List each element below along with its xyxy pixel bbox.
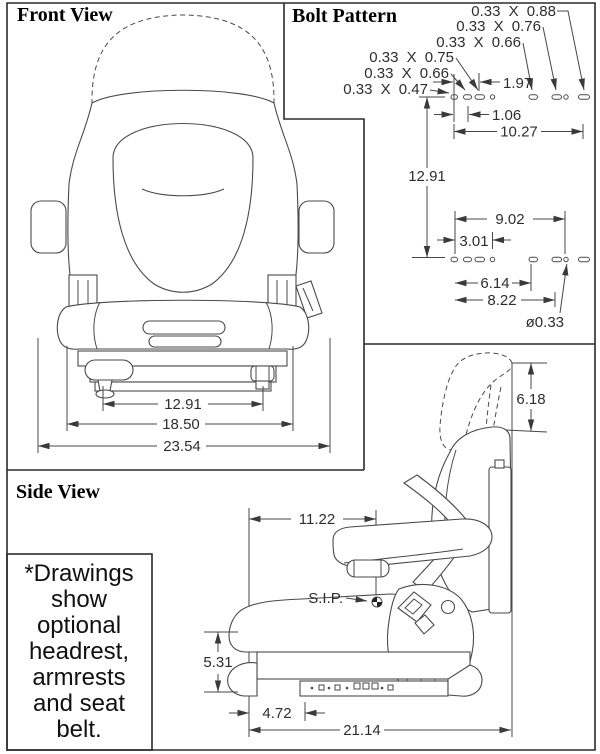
bolt-holes-bottom-row [451, 257, 590, 261]
side-view-seat-drawing [228, 353, 512, 737]
bolt-slot [475, 95, 485, 99]
dim-pitch-a: 1.97 [503, 75, 533, 92]
bolt-slot [529, 95, 538, 99]
bolt-hole [564, 95, 568, 99]
front-view-seat-drawing [31, 15, 334, 398]
note-line: optional [36, 612, 122, 639]
bolt-slot [579, 95, 590, 99]
front-view-section [17, 4, 334, 455]
note-box [24, 560, 133, 743]
knob-pad [96, 390, 114, 398]
bolt-hole [490, 257, 494, 261]
dim-bottom-width-a: 9.02 [495, 211, 525, 228]
armrest-post-cap [495, 460, 504, 468]
leader-line [560, 264, 567, 313]
dim-bottom-width-c: 8.22 [487, 292, 517, 309]
bolt-hole [490, 95, 494, 99]
note-line: headrest, [28, 638, 130, 665]
dim-base-width: 18.50 [162, 416, 200, 433]
bolt-slot [552, 257, 562, 261]
armrest-roller [347, 560, 389, 577]
roller [251, 366, 274, 381]
base-plate [95, 382, 271, 391]
dim-base-height: 5.31 [203, 654, 233, 671]
bolt-slot [475, 257, 485, 261]
bolt-slot [552, 95, 562, 99]
cushion-panel-upper [143, 321, 225, 334]
slot-label: 0.33 X 0.75 [369, 49, 454, 66]
bolt-slot [464, 257, 472, 261]
side-view-title: Side View [16, 481, 100, 503]
hole-diameter-label: ø0.33 [525, 314, 564, 331]
slot-label: 0.33 X 0.76 [456, 18, 541, 35]
dim-overall-width: 23.54 [163, 438, 201, 455]
leader-line [543, 27, 556, 90]
sip-target-symbol [372, 597, 382, 607]
rail-dot [381, 687, 384, 690]
slot-label: 0.33 X 0.66 [436, 34, 521, 51]
bolt-slot [451, 257, 458, 261]
armrest-right [299, 201, 334, 253]
note-line: armrests [32, 664, 126, 691]
dim-bottom-width-b: 6.14 [480, 275, 510, 292]
shield-pivot-hole [442, 601, 455, 614]
cushion-panel-lower [149, 336, 221, 347]
leader-line [557, 11, 584, 90]
dim-front-offset: 4.72 [262, 705, 292, 722]
bolt-pattern-section [292, 3, 590, 331]
dim-headrest-height: 6.18 [516, 391, 546, 408]
bolt-slot [529, 257, 538, 261]
bolt-slot [579, 257, 590, 261]
front-view-title: Front View [17, 4, 113, 26]
knob-foot [98, 380, 112, 391]
armrest-left [31, 201, 66, 253]
base-pan [257, 652, 470, 679]
note-line: belt. [56, 716, 102, 743]
slot-label: 0.33 X 0.88 [471, 3, 556, 20]
rail-dot [311, 687, 314, 690]
slot-label: 0.33 X 0.66 [364, 65, 449, 82]
armrest-post [489, 467, 511, 613]
height-knob [85, 360, 133, 380]
dim-overall-length: 21.14 [343, 722, 381, 739]
sip-label: S.I.P. [308, 590, 343, 607]
bolt-pattern-dimensions [408, 73, 583, 331]
dim-bottom-pitch: 3.01 [459, 233, 489, 250]
rail-dot [328, 687, 331, 690]
bolt-slot [464, 95, 472, 99]
dim-knob-spacing: 12.91 [164, 396, 202, 413]
dim-cushion-length: 11.22 [298, 511, 336, 528]
bolt-pattern-title: Bolt Pattern [292, 5, 397, 27]
leader-line [430, 90, 449, 93]
note-line: *Drawings [24, 560, 134, 587]
leader-line [456, 58, 478, 90]
headrest-posts [486, 385, 501, 431]
dim-row-spacing: 12.91 [408, 168, 446, 185]
dim-top-row-width: 10.27 [500, 123, 538, 141]
note-line: show [50, 586, 108, 613]
bolt-holes-top-row [451, 95, 590, 99]
bolt-hole [564, 257, 568, 261]
rail-dot [346, 687, 349, 690]
leader-line [451, 74, 465, 90]
note-line: and seat [32, 690, 126, 717]
slot-label: 0.33 X 0.47 [343, 81, 428, 98]
dim-pitch-b: 1.06 [492, 107, 522, 124]
